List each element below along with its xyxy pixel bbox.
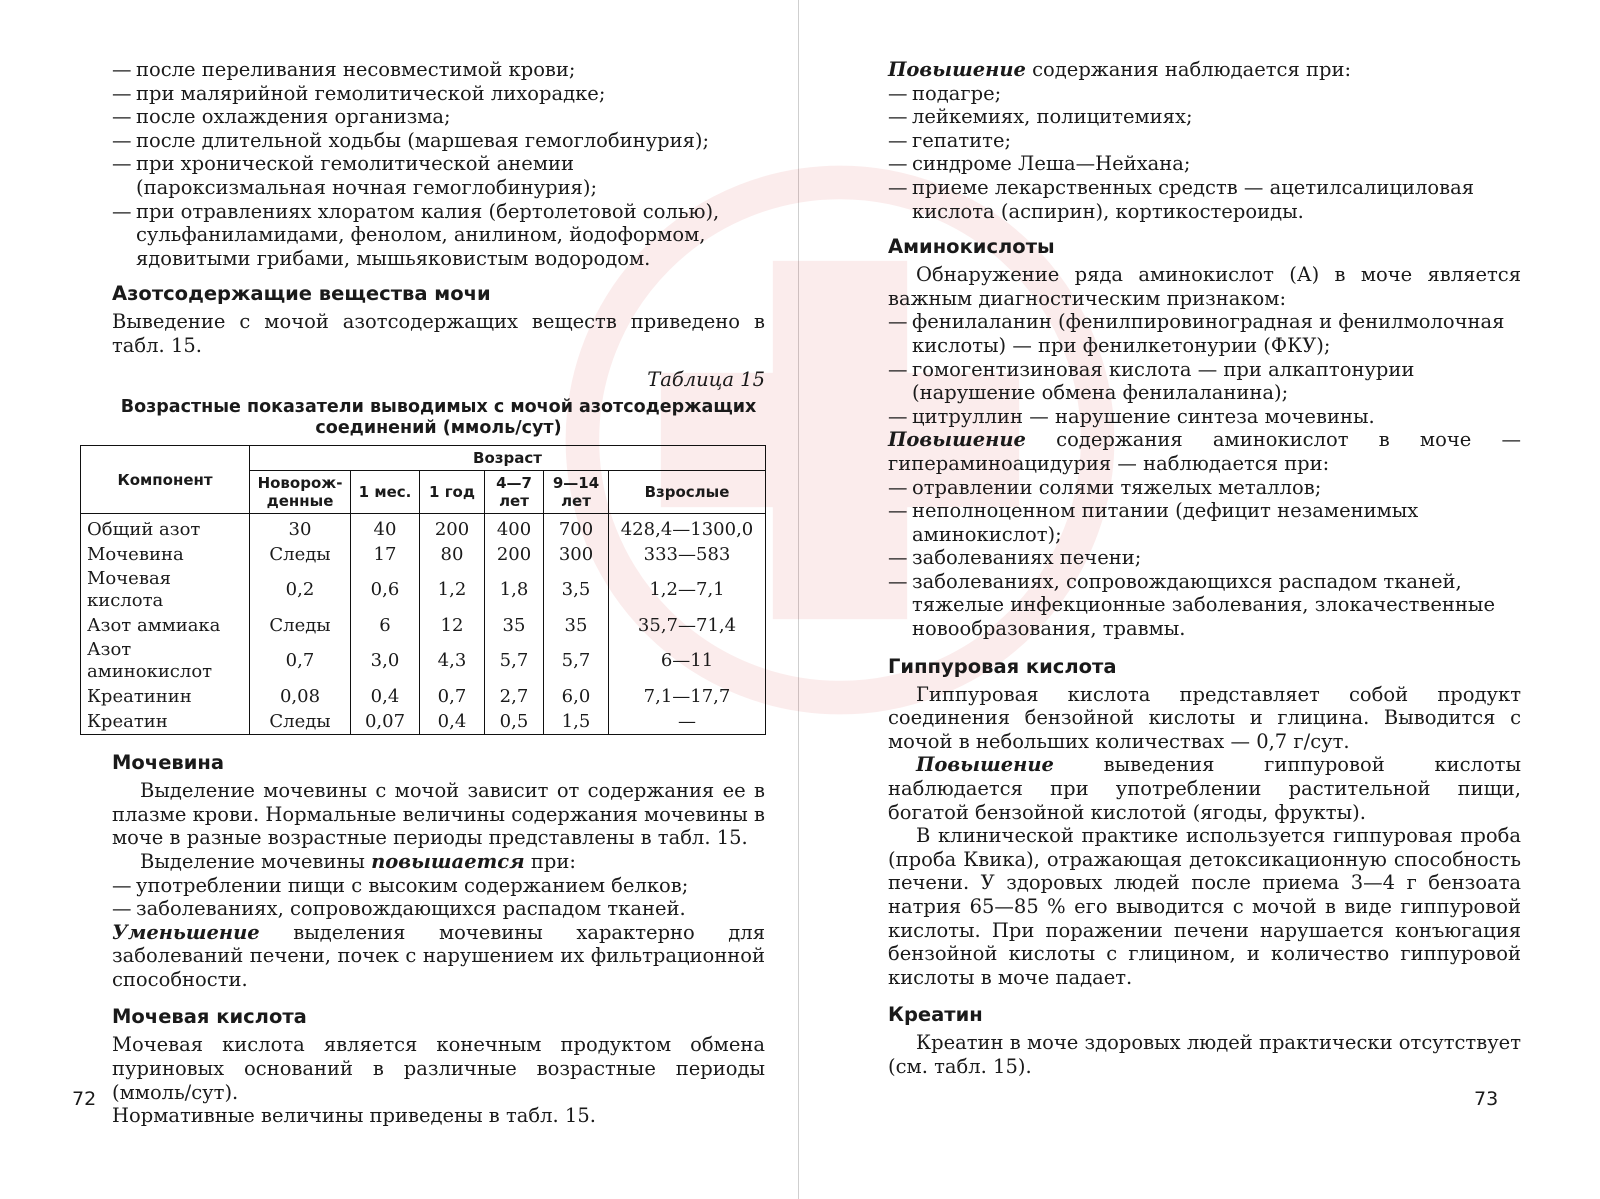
keyword: Уменьшение: [112, 920, 260, 944]
table-caption: Таблица 15: [647, 367, 765, 391]
row-name: Общий азот: [81, 514, 250, 543]
table-cell: 0,4: [420, 709, 485, 735]
text: выведения гиппуровой кислоты наблюдается при употреблении растительной пищи, богатой бензойной кислотой (ягоды, фрукты).: [888, 753, 1521, 824]
row-name: Мочевая кислота: [81, 567, 250, 613]
list-item: — синдроме Леша—Нейхана;: [888, 152, 1521, 176]
col-header-age-group: 1 мес.: [351, 471, 420, 514]
table-row: [81, 567, 766, 613]
table-cell: 6,0: [544, 684, 609, 709]
row-name: Азот аминокислот: [81, 638, 250, 684]
heading-creatine: Креатин: [888, 1003, 983, 1027]
col-header-component: Компонент: [81, 446, 250, 514]
row-name: Креатин: [81, 709, 250, 735]
col-header-age-group: 9—14 лет: [544, 471, 609, 514]
heading-urea: Мочевина: [112, 751, 225, 775]
list-item: — приеме лекарственных средств — ацетилсалициловая кислота (аспирин), кортикостероиды.: [888, 176, 1521, 223]
table-cell: 1,2—7,1: [609, 567, 766, 613]
table-15: [80, 445, 766, 735]
row-name: Мочевина: [81, 542, 250, 567]
table-cell: 1,5: [544, 709, 609, 735]
table-row: [81, 638, 766, 684]
paragraph-uric-2: Нормативные величины приведены в табл. 15.: [112, 1104, 596, 1128]
list-item: — цитруллин — нарушение синтеза мочевины.: [888, 405, 1521, 429]
right-page: [888, 58, 1521, 1079]
table-row: [81, 684, 766, 709]
paragraph-increase: [888, 58, 1521, 82]
table-cell: 5,7: [485, 638, 544, 684]
list-item: — заболеваниях, сопровождающихся распадом тканей.: [112, 897, 765, 921]
table-cell: 200: [420, 514, 485, 543]
list-item: — фенилаланин (фенилпировиноградная и фенилмолочная кислоты) — при фенилкетонурии (ФКУ);: [888, 310, 1521, 357]
col-header-age-group: Взрослые: [609, 471, 766, 514]
table-cell: 7,1—17,7: [609, 684, 766, 709]
table-cell: —: [609, 709, 766, 735]
table-cell: Следы: [250, 613, 351, 638]
amino-list: [888, 310, 1521, 428]
page-number-right: 73: [1474, 1088, 1499, 1110]
list-item: — гепатите;: [888, 129, 1521, 153]
page-number-left: 72: [72, 1088, 97, 1110]
table-cell: 80: [420, 542, 485, 567]
text: выделения мочевины характерно для заболеваний печени, почек с нарушением их фильтрационной способности.: [112, 920, 765, 991]
list-item: — после переливания несовместимой крови;: [112, 58, 765, 82]
paragraph-hippur-3: В клинической практике используется гиппуровая проба (проба Квика), отражающая детоксикационную способность печени. У здоровых людей после приема 3—4 г бензоата натрия 65—85 % его выводится с мочой в виде гиппуровой кислоты. При поражении печени нарушается конъюгация бензойной кислоты с глицином, и количество гиппуровой кислоты в моче падает.: [888, 824, 1521, 989]
table-cell: 0,4: [351, 684, 420, 709]
text: содержания аминокислот в моче — гипераминоацидурия — наблюдается при:: [888, 428, 1521, 475]
table-cell: 4,3: [420, 638, 485, 684]
list-item: — при хронической гемолитической анемии (пароксизмальная ночная гемоглобинурия);: [112, 152, 765, 199]
list-item: — после охлаждения организма;: [112, 105, 765, 129]
list-item: — заболеваниях, сопровождающихся распадом тканей, тяжелые инфекционные заболевания, злокачественные новообразования, травмы.: [888, 570, 1521, 641]
table-cell: Следы: [250, 542, 351, 567]
paragraph-urea-3: [112, 921, 765, 992]
table-cell: 0,5: [485, 709, 544, 735]
heading-nitrogen: Азотсодержащие вещества мочи: [112, 282, 491, 306]
table-cell: 1,8: [485, 567, 544, 613]
table-cell: 200: [485, 542, 544, 567]
table-cell: 30: [250, 514, 351, 543]
col-header-age-group: 4—7 лет: [485, 471, 544, 514]
table-cell: 700: [544, 514, 609, 543]
keyword: повышается: [371, 849, 525, 873]
keyword: Повышение: [888, 58, 1026, 81]
table-cell: 300: [544, 542, 609, 567]
paragraph-hippur-2: [888, 753, 1521, 824]
col-header-age-group: Новорож-денные: [250, 471, 351, 514]
hemoglobinuria-list: [112, 58, 765, 270]
urea-increase-list: [112, 874, 765, 921]
list-item: — при малярийной гемолитической лихорадке;: [112, 82, 765, 106]
aminoaciduria-list: [888, 476, 1521, 641]
paragraph-hippur-1: Гиппуровая кислота представляет собой продукт соединения бензойной кислоты и глицина. Выводится с мочой в небольших количествах — 0,7 г/сут.: [888, 682, 1521, 753]
left-page: [87, 58, 765, 1128]
paragraph-uric-1: Мочевая кислота является конечным продуктом обмена пуриновых оснований в различные возрастные периоды (ммоль/сут).: [112, 1033, 765, 1104]
list-item: — отравлении солями тяжелых металлов;: [888, 476, 1521, 500]
row-name: Азот аммиака: [81, 613, 250, 638]
keyword: Повышение: [916, 753, 1054, 777]
table-cell: 0,08: [250, 684, 351, 709]
table-row: [81, 709, 766, 735]
table-cell: 3,0: [351, 638, 420, 684]
table-cell: 35: [485, 613, 544, 638]
list-item: — при отравлениях хлоратом калия (бертолетовой солью), сульфаниламидами, фенолом, анилином, йодоформом, ядовитыми грибами, мышьяковистым водородом.: [112, 200, 765, 271]
paragraph-creatine: Креатин в моче здоровых людей практически отсутствует (см. табл. 15).: [888, 1031, 1521, 1078]
list-item: — употреблении пищи с высоким содержанием белков;: [112, 874, 765, 898]
table-cell: 0,2: [250, 567, 351, 613]
table-title: Возрастные показатели выводимых с мочой азотсодержащих соединений (ммоль/сут): [120, 397, 757, 439]
table-cell: 400: [485, 514, 544, 543]
keyword: Повышение: [888, 428, 1026, 452]
text: содержания наблюдается при:: [1025, 58, 1352, 81]
paragraph-amino-2: [888, 428, 1521, 475]
table-cell: 2,7: [485, 684, 544, 709]
table-cell: 5,7: [544, 638, 609, 684]
text: Выделение мочевины: [140, 849, 372, 873]
table-cell: 6: [351, 613, 420, 638]
col-header-age-group: 1 год: [420, 471, 485, 514]
text: при:: [524, 849, 576, 873]
table-row: [81, 514, 766, 543]
heading-uric-acid: Мочевая кислота: [112, 1005, 307, 1029]
table-cell: 0,07: [351, 709, 420, 735]
table-cell: 3,5: [544, 567, 609, 613]
table-cell: 1,2: [420, 567, 485, 613]
list-item: — после длительной ходьбы (маршевая гемоглобинурия);: [112, 129, 765, 153]
table-cell: 428,4—1300,0: [609, 514, 766, 543]
list-item: — гомогентизиновая кислота — при алкаптонурии (нарушение обмена фенилаланина);: [888, 358, 1521, 405]
heading-amino-acids: Аминокислоты: [888, 235, 1055, 259]
paragraph-amino: Обнаружение ряда аминокислот (А) в моче является важным диагностическим признаком:: [888, 263, 1521, 310]
table-cell: 0,7: [420, 684, 485, 709]
list-item: — неполноценном питании (дефицит незаменимых аминокислот);: [888, 499, 1521, 546]
list-item: — лейкемиях, полицитемиях;: [888, 105, 1521, 129]
table-row: [81, 613, 766, 638]
list-item: — заболеваниях печени;: [888, 546, 1521, 570]
table-row: [81, 542, 766, 567]
table-cell: Следы: [250, 709, 351, 735]
table-cell: 35,7—71,4: [609, 613, 766, 638]
row-name: Креатинин: [81, 684, 250, 709]
paragraph-urea-2: [112, 850, 765, 874]
table-cell: 333—583: [609, 542, 766, 567]
paragraph-nitrogen: Выведение с мочой азотсодержащих веществ приведено в табл. 15.: [112, 310, 765, 357]
col-header-age: Возраст: [250, 446, 766, 471]
list-item: — подагре;: [888, 82, 1521, 106]
table-cell: 12: [420, 613, 485, 638]
table-cell: 6—11: [609, 638, 766, 684]
heading-hippuric-acid: Гиппуровая кислота: [888, 654, 1117, 678]
table-cell: 35: [544, 613, 609, 638]
table-cell: 0,7: [250, 638, 351, 684]
table-cell: 17: [351, 542, 420, 567]
paragraph-urea-1: Выделение мочевины с мочой зависит от содержания ее в плазме крови. Нормальные величины содержания мочевины в моче в разные возрастные периоды представлены в табл. 15.: [112, 779, 765, 850]
table-cell: 40: [351, 514, 420, 543]
uric-increase-list: [888, 82, 1521, 224]
table-cell: 0,6: [351, 567, 420, 613]
